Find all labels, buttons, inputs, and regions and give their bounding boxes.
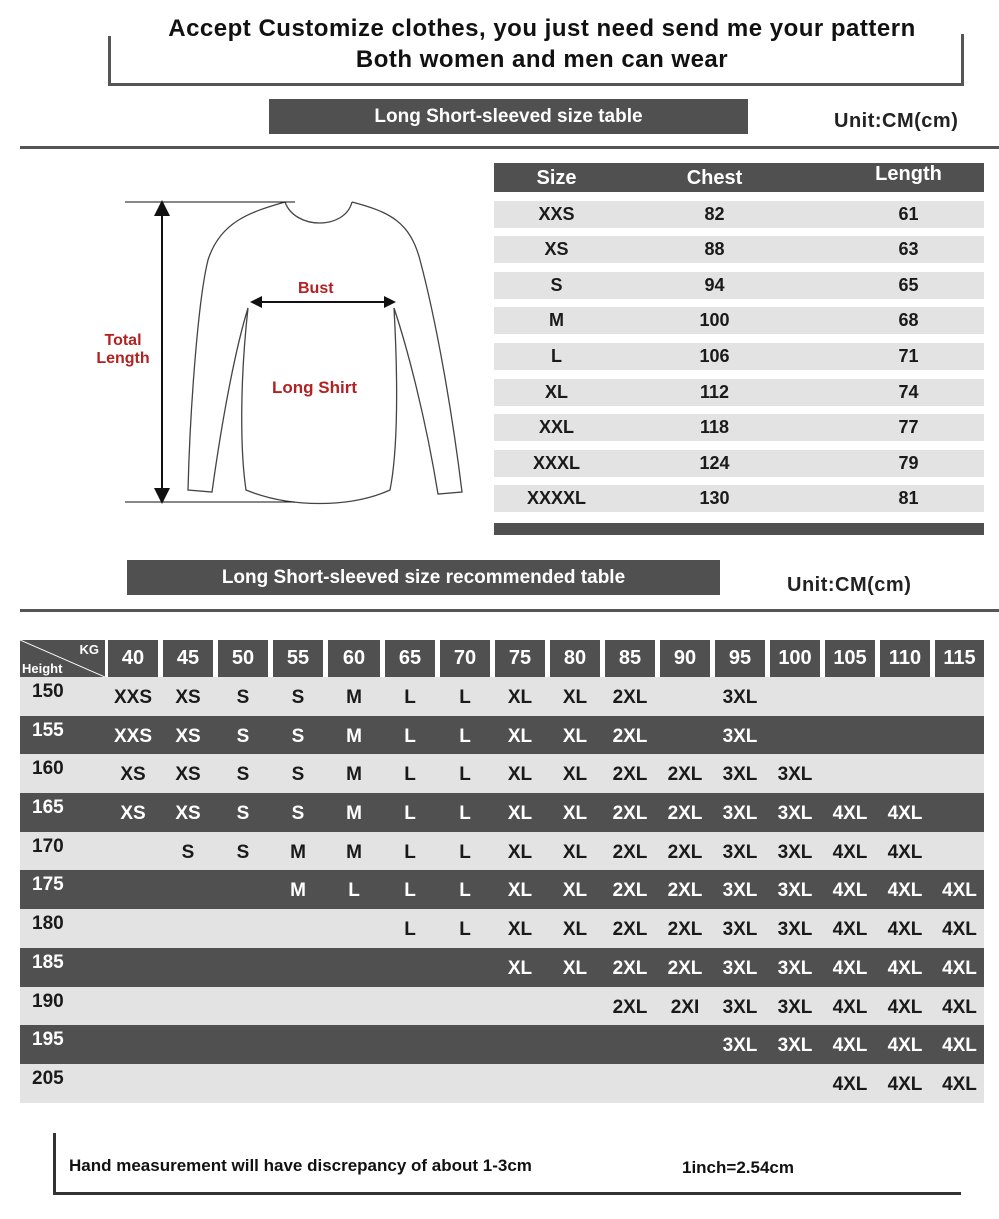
recommended-size-cell: XL — [562, 957, 588, 979]
recommended-size-cell: XL — [507, 919, 533, 941]
recommended-size-cell: XS — [175, 725, 201, 747]
header-length: Length — [875, 163, 942, 185]
recommended-size-cell: L — [459, 880, 471, 902]
recommended-size-cell: L — [348, 880, 360, 902]
height-cell: 190 — [32, 990, 64, 1012]
recommended-size-cell: 2XL — [667, 841, 703, 863]
recommended-size-cell: 2XL — [667, 880, 703, 902]
recommended-size-cell: L — [404, 687, 416, 708]
recommended-size-cell: 2XL — [612, 725, 648, 747]
weight-header-cell: 65 — [385, 640, 435, 677]
height-cell: 155 — [32, 719, 64, 741]
chest-cell: 88 — [704, 239, 725, 260]
size-table-unit: Unit:CM(cm) — [834, 110, 959, 132]
chest-cell: 94 — [704, 274, 725, 295]
recommended-size-cell: 4XL — [832, 880, 868, 902]
size-table-banner: Long Short-sleeved size table — [269, 99, 748, 134]
recommended-size-cell: 3XL — [722, 764, 758, 786]
weight-header-cell: 110 — [880, 640, 930, 677]
recommended-size-cell: 3XL — [722, 996, 758, 1018]
length-cell: 71 — [898, 345, 919, 366]
size-cell: L — [551, 345, 562, 366]
size-row — [494, 379, 984, 406]
recommended-size-cell: L — [459, 687, 471, 708]
length-cell: 63 — [898, 239, 919, 260]
recommended-size-cell: XL — [507, 957, 533, 979]
weight-header-cell: 90 — [660, 640, 710, 677]
chest-cell: 106 — [699, 345, 730, 366]
weight-header-cell: 50 — [218, 640, 268, 677]
recommended-size-cell: S — [236, 687, 250, 708]
recommended-size-cell: 2XL — [667, 919, 703, 941]
size-row — [494, 272, 984, 299]
chest-cell: 112 — [699, 381, 730, 402]
recommended-size-cell: M — [346, 803, 362, 825]
recommend-banner: Long Short-sleeved size recommended table — [127, 560, 720, 595]
weight-header-cell: 45 — [163, 640, 213, 677]
recommended-size-cell: L — [404, 919, 416, 941]
recommended-size-cell: M — [346, 687, 362, 708]
recommended-size-cell: 3XL — [777, 957, 813, 979]
footer-frame-bottom — [53, 1192, 961, 1195]
height-cell: 175 — [32, 874, 64, 896]
recommended-size-cell: S — [291, 687, 305, 708]
size-section-divider — [20, 146, 999, 149]
recommended-size-cell: XL — [507, 687, 533, 708]
size-table-header — [494, 163, 984, 192]
length-cell: 77 — [898, 417, 919, 438]
recommended-size-cell: S — [236, 764, 250, 786]
recommended-size-cell: S — [291, 803, 305, 825]
recommended-size-cell: 3XL — [777, 880, 813, 902]
recommend-row — [20, 716, 984, 755]
chest-cell: 118 — [699, 417, 730, 438]
recommended-size-cell: 2XI — [670, 996, 700, 1018]
recommended-size-cell: 3XL — [722, 880, 758, 902]
recommended-size-cell: S — [236, 803, 250, 825]
weight-header-cell: 105 — [825, 640, 875, 677]
header-chest: Chest — [686, 167, 743, 189]
recommended-size-cell: 4XL — [832, 803, 868, 825]
inch-conversion: 1inch=2.54cm — [682, 1158, 794, 1177]
total-length-label: Total Length — [96, 332, 150, 367]
recommended-size-cell: 3XL — [777, 803, 813, 825]
length-cell: 65 — [898, 274, 919, 295]
length-cell: 79 — [898, 452, 919, 473]
recommended-size-cell: 4XL — [832, 919, 868, 941]
recommend-row — [20, 793, 984, 832]
recommended-size-cell: 4XL — [887, 803, 923, 825]
size-cell: XL — [544, 381, 568, 402]
recommended-size-cell: M — [290, 841, 306, 863]
recommended-size-cell: 2XL — [667, 803, 703, 825]
size-cell: XS — [544, 239, 569, 260]
size-cell: M — [549, 310, 564, 331]
footer-frame-left — [53, 1133, 56, 1195]
header-frame-bottom — [108, 83, 964, 86]
recommended-size-cell: 3XL — [722, 1035, 758, 1057]
recommended-size-cell: L — [404, 880, 416, 902]
recommended-size-cell: 4XL — [832, 1035, 868, 1057]
recommended-size-cell: XS — [175, 764, 201, 786]
recommended-size-cell: 3XL — [777, 996, 813, 1018]
recommended-size-cell: 3XL — [777, 919, 813, 941]
recommended-size-cell: XL — [562, 803, 588, 825]
recommend-unit: Unit:CM(cm) — [787, 574, 912, 596]
recommended-size-cell: 4XL — [832, 996, 868, 1018]
recommended-size-cell: M — [346, 764, 362, 786]
height-cell: 185 — [32, 951, 64, 973]
recommended-size-cell: 2XL — [612, 841, 648, 863]
recommended-size-cell: 4XL — [887, 1035, 923, 1057]
shirt-diagram — [90, 190, 490, 520]
chest-cell: 130 — [699, 488, 730, 509]
recommended-size-cell: XL — [507, 725, 533, 747]
header-size: Size — [536, 167, 577, 189]
recommend-row — [20, 1064, 984, 1103]
recommended-size-cell: 4XL — [942, 880, 977, 902]
recommended-size-cell: XL — [562, 687, 588, 708]
weight-header-cell: 115 — [935, 640, 984, 677]
recommended-size-cell: XS — [120, 764, 146, 786]
corner-height-label: Height — [22, 661, 63, 676]
weight-header-cell: 75 — [495, 640, 545, 677]
recommended-size-cell: XS — [120, 803, 146, 825]
size-row — [494, 343, 984, 370]
recommended-size-cell: XL — [507, 880, 533, 902]
recommended-size-cell: M — [290, 880, 306, 902]
weight-header-cell: 40 — [108, 640, 158, 677]
recommended-size-cell: 4XL — [832, 841, 868, 863]
size-table — [494, 163, 984, 535]
size-table-body — [494, 201, 984, 513]
recommended-size-cell: 2XL — [612, 957, 648, 979]
recommended-size-cell: XL — [562, 880, 588, 902]
recommended-size-cell: 3XL — [722, 803, 758, 825]
size-cell: XXXXL — [526, 488, 587, 509]
recommended-size-cell: S — [291, 725, 305, 747]
chest-cell: 100 — [699, 310, 730, 331]
size-cell: XXL — [538, 417, 574, 438]
recommended-size-cell: XL — [562, 764, 588, 786]
size-row — [494, 414, 984, 441]
recommended-size-cell: M — [346, 841, 362, 863]
recommended-size-cell: 2XL — [612, 687, 648, 708]
recommended-size-cell: S — [181, 841, 195, 863]
size-row — [494, 485, 984, 512]
recommended-size-cell: 2XL — [667, 764, 703, 786]
recommended-size-cell: 3XL — [722, 841, 758, 863]
recommended-size-cell: 2XL — [667, 957, 703, 979]
weight-header-cell: 60 — [328, 640, 380, 677]
chest-cell: 82 — [704, 203, 725, 224]
height-cell: 165 — [32, 797, 64, 819]
size-row — [494, 307, 984, 334]
recommended-size-cell: XS — [175, 687, 201, 708]
recommended-size-cell: L — [459, 725, 471, 747]
recommended-size-cell: XL — [562, 841, 588, 863]
recommend-row — [20, 677, 984, 716]
weight-header-cell: 95 — [715, 640, 765, 677]
recommended-size-cell: 3XL — [722, 687, 758, 708]
recommend-grid-body — [20, 677, 984, 1103]
measurement-note: Hand measurement will have discrepancy of about 1-3cm — [69, 1156, 532, 1175]
size-table-footer-bar — [494, 523, 984, 535]
recommended-size-cell: L — [404, 803, 416, 825]
recommended-size-cell: 4XL — [942, 996, 977, 1018]
recommended-size-cell: XL — [507, 841, 533, 863]
size-cell: XXXL — [532, 452, 580, 473]
recommended-size-cell: 4XL — [942, 957, 977, 979]
recommended-size-cell: XL — [562, 725, 588, 747]
recommend-row — [20, 1025, 984, 1064]
recommended-size-cell: 4XL — [887, 957, 923, 979]
recommended-size-cell: 4XL — [887, 1073, 923, 1095]
size-row — [494, 201, 984, 228]
recommended-size-cell: 2XL — [612, 764, 648, 786]
recommended-size-cell: 4XL — [832, 1073, 868, 1095]
recommended-size-cell: S — [236, 725, 250, 747]
weight-header-cell: 100 — [770, 640, 820, 677]
recommend-row — [20, 754, 984, 793]
recommended-size-cell: L — [404, 764, 416, 786]
weight-header-cell: 70 — [440, 640, 490, 677]
recommended-size-cell: 3XL — [777, 764, 813, 786]
recommended-size-cell: 4XL — [942, 1035, 977, 1057]
recommend-row — [20, 832, 984, 871]
recommended-size-cell: S — [236, 841, 250, 863]
height-cell: 170 — [32, 835, 64, 857]
recommended-size-cell: XS — [175, 803, 201, 825]
length-cell: 74 — [898, 381, 919, 402]
recommended-size-cell: 4XL — [832, 957, 868, 979]
height-cell: 205 — [32, 1067, 64, 1089]
recommended-size-cell: L — [459, 841, 471, 863]
recommended-size-cell: 4XL — [887, 841, 923, 863]
recommend-row — [20, 987, 984, 1026]
recommend-grid — [20, 637, 984, 1103]
long-shirt-label: Long Shirt — [272, 378, 357, 397]
length-cell: 68 — [898, 310, 919, 331]
height-cell: 180 — [32, 913, 64, 935]
size-row — [494, 450, 984, 477]
recommended-size-cell: L — [404, 841, 416, 863]
size-cell: S — [550, 274, 563, 295]
recommended-size-cell: 3XL — [722, 725, 758, 747]
weight-header-cell: 80 — [550, 640, 600, 677]
recommended-size-cell: 3XL — [777, 1035, 813, 1057]
height-cell: 195 — [32, 1029, 64, 1051]
length-cell: 61 — [898, 203, 919, 224]
recommended-size-cell: M — [346, 725, 362, 747]
recommended-size-cell: L — [459, 764, 471, 786]
recommended-size-cell: 2XL — [612, 803, 648, 825]
recommend-row — [20, 909, 984, 948]
size-cell: XXS — [538, 203, 575, 224]
recommended-size-cell: S — [291, 764, 305, 786]
recommend-grid-header — [20, 637, 984, 677]
recommend-row — [20, 948, 984, 987]
recommend-row — [20, 870, 984, 909]
recommended-size-cell: XXS — [113, 687, 153, 708]
recommended-size-cell: 3XL — [722, 957, 758, 979]
weight-header-cell: 55 — [273, 640, 323, 677]
bust-label: Bust — [298, 280, 334, 297]
size-row — [494, 236, 984, 263]
recommended-size-cell: 2XL — [612, 919, 648, 941]
recommended-size-cell: 4XL — [942, 919, 977, 941]
height-cell: 160 — [32, 758, 64, 780]
recommend-section-divider — [20, 609, 999, 612]
recommended-size-cell: 4XL — [887, 919, 923, 941]
recommended-size-cell: 2XL — [612, 996, 648, 1018]
recommended-size-cell: 4XL — [942, 1073, 977, 1095]
recommended-size-cell: XXS — [113, 725, 153, 747]
length-cell: 81 — [898, 488, 919, 509]
recommended-size-cell: 4XL — [887, 996, 923, 1018]
recommended-size-cell: 3XL — [777, 841, 813, 863]
recommended-size-cell: L — [459, 919, 471, 941]
weight-header-cell: 85 — [605, 640, 655, 677]
recommended-size-cell: 3XL — [722, 919, 758, 941]
recommended-size-cell: XL — [562, 919, 588, 941]
recommended-size-cell: XL — [507, 764, 533, 786]
chest-cell: 124 — [699, 452, 730, 473]
recommended-size-cell: L — [404, 725, 416, 747]
recommended-size-cell: 2XL — [612, 880, 648, 902]
height-cell: 150 — [32, 681, 64, 702]
header-title: Accept Customize clothes, you just need send me your pattern — [168, 15, 916, 42]
recommended-size-cell: XL — [507, 803, 533, 825]
grid-corner-cell — [20, 640, 105, 677]
corner-kg-label: KG — [79, 642, 99, 657]
header-subtitle: Both women and men can wear — [355, 46, 729, 73]
recommended-size-cell: 4XL — [887, 880, 923, 902]
recommended-size-cell: L — [459, 803, 471, 825]
